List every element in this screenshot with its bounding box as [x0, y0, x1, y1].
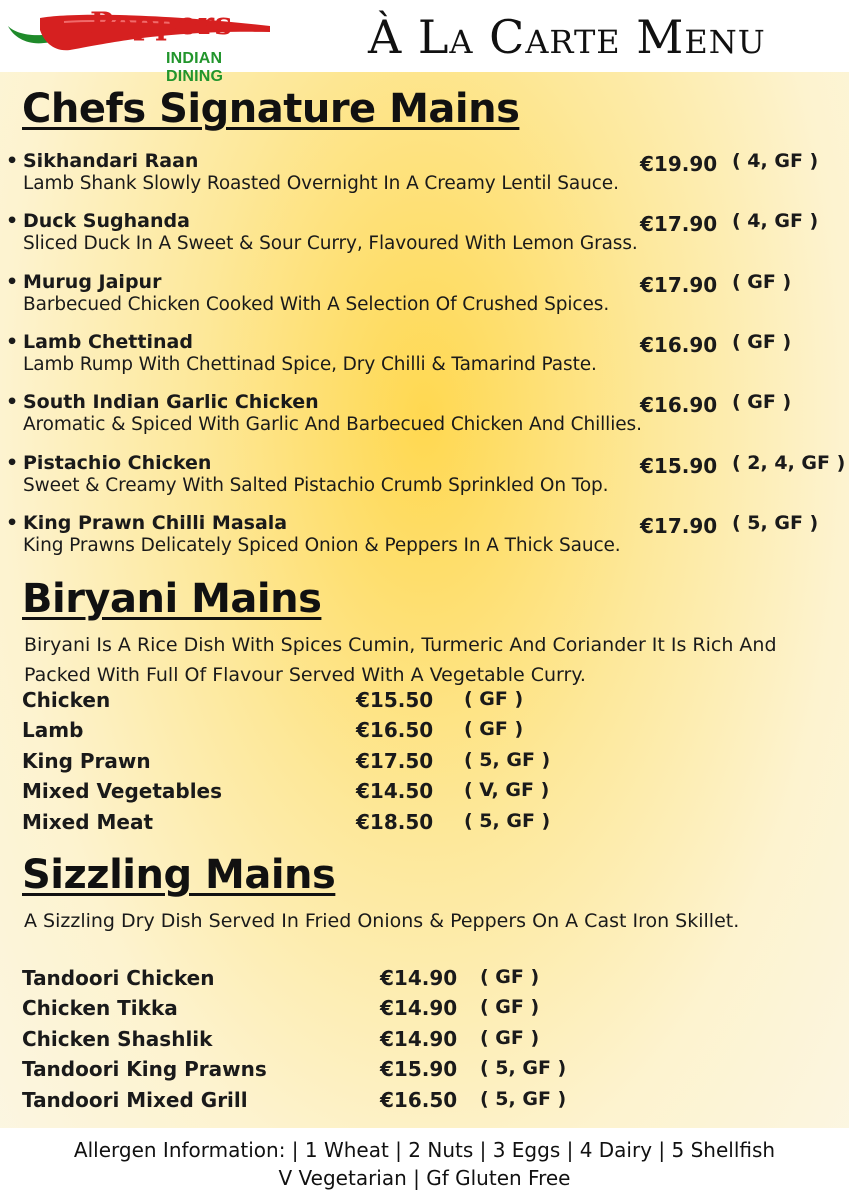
item-allergens: ( GF ) — [732, 391, 792, 414]
section-title-biryani: Biryani Mains — [22, 576, 322, 622]
item-allergens: ( GF ) — [480, 1026, 540, 1049]
bullet: • — [6, 150, 19, 172]
item-name: Tandoori Chicken — [22, 966, 215, 990]
item-price: €14.90 — [380, 996, 458, 1021]
item-price: €16.90 — [640, 393, 718, 418]
menu-row — [22, 779, 822, 809]
item-allergens: ( GF ) — [464, 718, 524, 741]
item-name: Chicken Tikka — [22, 996, 178, 1021]
page-title: À La Carte Menu — [368, 10, 766, 64]
menu-row — [22, 1027, 822, 1057]
menu-item — [6, 150, 846, 208]
item-allergens: ( 5, GF ) — [464, 748, 551, 771]
item-price: €17.50 — [356, 748, 434, 773]
bullet: • — [6, 451, 19, 474]
allergen-footer — [0, 1128, 849, 1200]
item-price: €16.90 — [640, 332, 718, 357]
item-price: €17.90 — [640, 212, 718, 237]
item-allergens: ( 2, 4, GF ) — [732, 451, 846, 474]
menu-row — [22, 718, 822, 748]
item-name: Lamb — [22, 718, 84, 743]
item-allergens: ( GF ) — [464, 688, 524, 710]
item-description: Sweet & Creamy With Salted Pistachio Crumb Sprinkled On Top. — [23, 474, 609, 496]
item-name: Lamb Chettinad — [23, 330, 193, 353]
item-allergens: ( 5, GF ) — [732, 511, 819, 534]
bullet: • — [6, 330, 19, 353]
bullet: • — [6, 270, 19, 293]
item-name: Sikhandari Raan — [23, 150, 199, 172]
item-name: Murug Jaipur — [23, 270, 162, 293]
item-price: €14.90 — [380, 966, 458, 990]
item-allergens: ( 4, GF ) — [732, 150, 819, 172]
item-price: €18.50 — [356, 809, 434, 834]
item-price: €16.50 — [356, 718, 434, 743]
item-name: Duck Sughanda — [23, 210, 190, 233]
item-price: €14.90 — [380, 1026, 458, 1051]
menu-row — [22, 1088, 822, 1118]
menu-item — [6, 391, 846, 449]
bullet: • — [6, 210, 19, 233]
item-allergens: ( 5, GF ) — [480, 1087, 567, 1110]
item-description: Lamb Rump With Chettinad Spice, Dry Chilli & Tamarind Paste. — [23, 353, 597, 375]
section-title-sizzling: Sizzling Mains — [22, 852, 336, 898]
item-name: Tandoori Mixed Grill — [22, 1087, 248, 1112]
menu-row — [22, 1057, 822, 1087]
menu-item — [6, 452, 846, 510]
menu-item — [6, 331, 846, 389]
item-allergens: ( GF ) — [480, 996, 540, 1019]
menu-row — [22, 966, 822, 996]
item-description: Aromatic & Spiced With Garlic And Barbecued Chicken And Chillies. — [23, 414, 642, 436]
page-header — [0, 0, 849, 85]
item-name: Mixed Meat — [22, 809, 154, 834]
item-allergens: ( 4, GF ) — [732, 210, 819, 233]
logo-name: Peppers — [90, 6, 233, 42]
item-price: €15.50 — [356, 688, 434, 712]
section-title-chefs-signature: Chefs Signature Mains — [22, 86, 520, 132]
item-price: €15.90 — [380, 1057, 458, 1082]
menu-item — [6, 512, 846, 570]
item-description: King Prawns Delicately Spiced Onion & Peppers In A Thick Sauce. — [23, 534, 621, 556]
allergen-info-line: Allergen Information: | 1 Wheat | 2 Nuts | 3 Eggs | 4 Dairy | 5 Shellfish — [73, 1138, 776, 1162]
menu-row — [22, 996, 822, 1026]
item-name: South Indian Garlic Chicken — [23, 391, 319, 414]
item-allergens: ( V, GF ) — [464, 779, 550, 802]
item-price: €16.50 — [380, 1087, 458, 1112]
item-name: Tandoori King Prawns — [22, 1057, 267, 1082]
menu-row — [22, 810, 822, 840]
item-allergens: ( 5, GF ) — [480, 1057, 567, 1080]
item-description: Barbecued Chicken Cooked With A Selection Of Crushed Spices. — [23, 293, 610, 315]
item-name: Chicken — [22, 688, 111, 712]
menu-item — [6, 271, 846, 329]
item-description: Sliced Duck In A Sweet & Sour Curry, Flavoured With Lemon Grass. — [23, 233, 638, 255]
allergen-legend-line: V Vegetarian | Gf Gluten Free — [278, 1166, 571, 1190]
item-price: €17.90 — [640, 513, 718, 538]
logo-subtitle: INDIAN DINING — [166, 50, 224, 85]
item-allergens: ( GF ) — [732, 330, 792, 353]
item-name: Chicken Shashlik — [22, 1026, 213, 1051]
bullet: • — [6, 511, 19, 534]
item-allergens: ( GF ) — [480, 966, 540, 988]
item-price: €17.90 — [640, 272, 718, 297]
item-allergens: ( 5, GF ) — [464, 809, 551, 832]
item-price: €19.90 — [640, 152, 718, 176]
biryani-intro: Biryani Is A Rice Dish With Spices Cumin, Turmeric And Coriander It Is Rich And Packed With Full Of Flavour Served With A Vegetable Curry. — [24, 634, 777, 686]
item-description: Lamb Shank Slowly Roasted Overnight In A Creamy Lentil Sauce. — [23, 173, 619, 194]
item-name: King Prawn — [22, 748, 151, 773]
peppers-logo — [4, 4, 272, 85]
item-price: €15.90 — [640, 453, 718, 478]
menu-item — [6, 210, 846, 268]
sizzling-intro: A Sizzling Dry Dish Served In Fried Onions & Peppers On A Cast Iron Skillet. — [24, 910, 740, 932]
item-name: Mixed Vegetables — [22, 779, 223, 804]
item-allergens: ( GF ) — [732, 270, 792, 293]
item-name: Pistachio Chicken — [23, 451, 212, 474]
item-price: €14.50 — [356, 779, 434, 804]
menu-row — [22, 688, 822, 718]
menu-row — [22, 749, 822, 779]
item-name: King Prawn Chilli Masala — [23, 511, 288, 534]
bullet: • — [6, 391, 19, 414]
